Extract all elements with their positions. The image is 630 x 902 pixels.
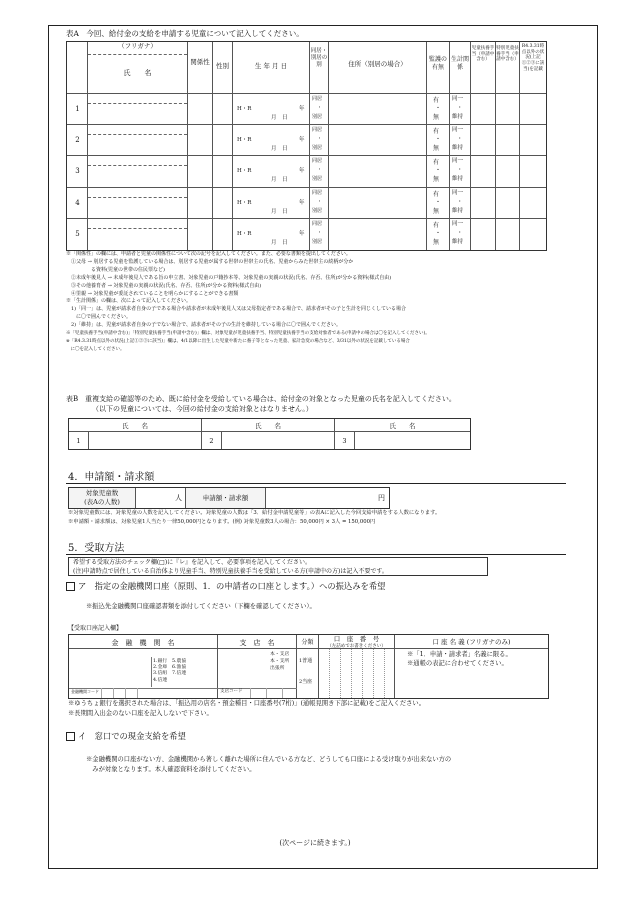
year-label: 年 bbox=[299, 199, 305, 206]
status-field[interactable] bbox=[520, 156, 546, 186]
tableB-name-header: 氏 名 bbox=[389, 422, 416, 430]
cohab-option: ・ bbox=[317, 136, 323, 143]
section5-heading: 5．受取方法 bbox=[68, 543, 125, 554]
tableA-title: 表A 今回、給付金の支給を申請する児童について記入してください。 bbox=[66, 29, 304, 38]
count-label: 対象児童数 bbox=[85, 489, 119, 497]
livelihood-field[interactable] bbox=[450, 156, 471, 186]
era-label: H・R bbox=[237, 137, 252, 144]
bank-name-field[interactable] bbox=[69, 649, 218, 698]
acctno-header: 口 座 番 号 bbox=[333, 635, 380, 643]
custody-option: 無 bbox=[433, 114, 440, 121]
livelihood-option: 維持 bbox=[452, 114, 464, 120]
cohab-option: ・ bbox=[317, 229, 323, 236]
tableB-num: 3 bbox=[335, 432, 355, 449]
option-b-note1: ※金融機関の口座がない方、金融機関から著しく離れた場所に住んでいる方など、どうしても口座による受け取りが出来ない方の bbox=[86, 756, 452, 763]
address-field[interactable] bbox=[329, 156, 427, 186]
tableB-num: 1 bbox=[69, 432, 89, 449]
unit-yen: 円 bbox=[378, 494, 385, 502]
era-label: H・R bbox=[237, 230, 252, 237]
note-line: ③その他養育者 → 対象児童の実親の状況(氏名、存否、住所)が分かる資料(様式自由) bbox=[66, 282, 262, 289]
bank-type[interactable]: 4.信連 bbox=[153, 677, 168, 683]
special-allowance-field[interactable] bbox=[496, 125, 520, 155]
birth-header: 生 年 月 日 bbox=[233, 42, 310, 93]
section4-note2: ※申請額・請求額は、対象児童1人当たり一律50,000円となります。(例) 対象児童数3人の場合：50,000円 × 3人 = 150,000円 bbox=[68, 519, 376, 525]
tableB-name-field[interactable] bbox=[355, 432, 470, 449]
row-number bbox=[67, 94, 88, 124]
page-footer: (次ページに続きます。) bbox=[279, 839, 351, 847]
cohab-option: ・ bbox=[317, 105, 323, 111]
account-holder-field[interactable] bbox=[395, 649, 548, 698]
bank-type-list bbox=[153, 659, 213, 684]
sex-field[interactable] bbox=[213, 156, 233, 186]
type-ordinary[interactable]: 1普通 bbox=[299, 658, 313, 664]
count-field[interactable] bbox=[136, 488, 186, 508]
bank-type[interactable]: 6.漁協 bbox=[171, 665, 187, 671]
tableB-name-field[interactable] bbox=[222, 432, 335, 449]
month-day-label: 月 日 bbox=[271, 208, 288, 215]
note-line: 1)「同一」は、児童が請求者自身の子である場合や請求者が未成年後見人又は父母指定者である場合で、請求者がその子と生計を同じくしている場合 bbox=[66, 306, 407, 313]
cohab-option: ・ bbox=[317, 198, 323, 205]
custody-option: ・ bbox=[435, 105, 442, 112]
livelihood-option: 同一 bbox=[452, 189, 464, 196]
special-allowance-field[interactable] bbox=[496, 219, 520, 250]
custody-option: 有 bbox=[433, 221, 440, 229]
branch-type[interactable]: 本・支店 bbox=[270, 652, 290, 657]
note-line: に〇で囲んでください。 bbox=[66, 314, 132, 321]
custody-field[interactable] bbox=[427, 188, 450, 218]
custody-option: ・ bbox=[435, 167, 442, 175]
address-field[interactable] bbox=[329, 94, 427, 124]
year-label: 年 bbox=[299, 230, 305, 237]
name-field[interactable] bbox=[88, 188, 188, 218]
note-line: ①父母 → 別居する児童を監護している場合は、別居する児童が属する世帯の世帯主の氏名、児童からみた世帯主の続柄が分か bbox=[66, 258, 354, 265]
livelihood-option: 維持 bbox=[452, 207, 464, 214]
custody-option: 無 bbox=[433, 145, 440, 153]
option-b-note2: みが対象となります。本人確認資料を添付してください。 bbox=[86, 766, 256, 773]
holder-note1: ※「1．申請・請求者」名義に限る。 bbox=[407, 651, 512, 658]
month-day-label: 月 日 bbox=[271, 239, 288, 246]
cohab-option: 別居 bbox=[312, 238, 323, 245]
unit-person: 人 bbox=[175, 494, 182, 502]
era-label: H・R bbox=[237, 199, 252, 206]
livelihood-option: 維持 bbox=[452, 238, 464, 245]
section5-rule bbox=[66, 554, 566, 555]
livelihood-option: ・ bbox=[457, 136, 463, 143]
instruction-2: (注)申請時点で居住している自治体より児童手当、特別児童扶養手当を受給している方(申請中の方)は記入不要です。 bbox=[73, 568, 388, 575]
livelihood-option: 同一 bbox=[452, 127, 464, 134]
cohab-option: 同居 bbox=[312, 220, 323, 227]
option-b bbox=[66, 731, 186, 741]
account-number-field[interactable] bbox=[319, 649, 395, 698]
address-header: 住所（別居の場合） bbox=[329, 42, 427, 93]
tableA-header bbox=[67, 42, 546, 94]
month-day-label: 月 日 bbox=[271, 146, 288, 153]
child-allowance-field[interactable] bbox=[471, 94, 496, 124]
cohab-option: ・ bbox=[317, 167, 323, 174]
col3-header: R4.3.31時点以外の状況(上記①②③に該当)を記載 bbox=[521, 44, 545, 72]
cohab-option: 同居 bbox=[312, 96, 323, 102]
account-title: 【受取口座記入欄】 bbox=[68, 625, 123, 632]
tableA bbox=[66, 41, 547, 251]
bank-type[interactable]: 3.信組 bbox=[153, 671, 168, 677]
sex-field[interactable] bbox=[213, 125, 233, 155]
address-field[interactable] bbox=[329, 188, 427, 218]
branch-type[interactable]: 本・支所 bbox=[270, 659, 290, 664]
long-unused-note: ※長期間入出金のない口座を記入しないで下さい。 bbox=[68, 710, 213, 717]
tableA-notes bbox=[66, 251, 546, 354]
tableB-title: 表B 重複支給の確認等のため、既に給付金を受給している場合は、給付金の対象となった児童の氏名を記入してください。 bbox=[66, 395, 456, 403]
tableA-row bbox=[67, 125, 546, 156]
cohab-option: 別居 bbox=[312, 207, 323, 214]
relation-field[interactable] bbox=[188, 94, 213, 124]
custody-field[interactable] bbox=[427, 125, 450, 155]
tableB-num: 2 bbox=[202, 432, 222, 449]
birthdate-field[interactable] bbox=[233, 188, 310, 218]
livelihood-option: 維持 bbox=[452, 145, 464, 152]
note-line: 2)「維持」は、児童が請求者自身の子でない場合で、請求者がその子の生計を維持している場合に〇で囲んでください。 bbox=[66, 322, 342, 329]
col1-header: 児童扶養手当（申請中含む） bbox=[471, 42, 496, 93]
custody-option: 有 bbox=[433, 159, 440, 167]
row-number bbox=[67, 219, 88, 250]
address-field[interactable] bbox=[329, 219, 427, 250]
month-day-label: 月 日 bbox=[271, 115, 288, 121]
name-header: 氏 名 bbox=[123, 69, 152, 77]
bank-type[interactable]: 5.農協 bbox=[171, 659, 187, 664]
status-field[interactable] bbox=[520, 219, 546, 250]
custody-option: 有 bbox=[433, 128, 440, 136]
cohab-option: 別居 bbox=[312, 176, 323, 183]
relation-field[interactable] bbox=[188, 156, 213, 186]
section5-instruction-box bbox=[68, 557, 488, 576]
furigana-header: （フリガナ） bbox=[88, 42, 187, 55]
cohab-header: 同居・別居の別 bbox=[310, 42, 329, 93]
instruction-1: 希望する受取方法のチェック欄(□)に『レ』を記入して、必要事項を記入してください。 bbox=[73, 559, 312, 566]
address-field[interactable] bbox=[329, 125, 427, 155]
livelihood-option: 同一 bbox=[452, 220, 464, 227]
year-label: 年 bbox=[299, 106, 305, 112]
section4-heading: 4．申請額・請求額 bbox=[68, 472, 155, 483]
livelihood-option: ・ bbox=[457, 198, 463, 205]
status-field[interactable] bbox=[520, 188, 546, 218]
note-line: ※「関係性」の欄には、申請者と児童の関係性について次の記号を記入してください。また、必要な書類を提出してください。 bbox=[66, 251, 351, 257]
bank-type[interactable]: 1.銀行 bbox=[153, 659, 168, 664]
row-number bbox=[67, 188, 88, 218]
note-line: ②未成年後見人 → 未成年後見人である旨の申立書、対象児童の戸籍抄本等、対象児童の実親の状況(氏名、存否、住所)が分かる資料(様式自由) bbox=[66, 274, 392, 281]
status-field[interactable] bbox=[520, 94, 546, 124]
custody-option: ・ bbox=[435, 198, 442, 206]
tableB-name-field[interactable] bbox=[89, 432, 202, 449]
sex-field[interactable] bbox=[213, 94, 233, 124]
cohab-option: 別居 bbox=[312, 114, 323, 120]
custody-option: 無 bbox=[433, 238, 440, 246]
option-a-checkbox[interactable] bbox=[66, 582, 75, 591]
livelihood-option: 維持 bbox=[452, 176, 464, 183]
relation-field[interactable] bbox=[188, 219, 213, 250]
custody-field[interactable] bbox=[427, 156, 450, 186]
special-allowance-field[interactable] bbox=[496, 188, 520, 218]
era-label: H・R bbox=[237, 106, 252, 112]
special-allowance-field[interactable] bbox=[496, 156, 520, 186]
livelihood-field[interactable] bbox=[450, 219, 471, 250]
month-day-label: 月 日 bbox=[271, 177, 288, 184]
option-a-note: ※振込先金融機関口座確認書類を添付してください（下欄を確認してください）。 bbox=[86, 603, 316, 610]
branch-name-field[interactable] bbox=[218, 649, 297, 698]
bank-code-label: 金融機関コード bbox=[71, 689, 99, 694]
livelihood-option: ・ bbox=[457, 105, 463, 111]
bank-type[interactable]: 7.信連 bbox=[171, 671, 187, 677]
tableB bbox=[68, 418, 471, 450]
child-allowance-field[interactable] bbox=[471, 125, 496, 155]
relation-header: 関係性 bbox=[188, 42, 213, 93]
tableB-subtitle: （以下の児童については、今回の給付金の支給対象とはなりません。） bbox=[92, 405, 313, 413]
branch-type-list bbox=[270, 651, 289, 672]
custody-option: ・ bbox=[435, 136, 442, 144]
cohab-field[interactable] bbox=[310, 188, 329, 218]
cohab-field[interactable] bbox=[310, 125, 329, 155]
note-line: に〇を記入してください。 bbox=[66, 346, 125, 352]
tableA-row bbox=[67, 94, 546, 125]
option-a bbox=[66, 581, 385, 591]
branch-header: 支 店 名 bbox=[218, 635, 297, 648]
livelihood-field[interactable] bbox=[450, 188, 471, 218]
birthdate-field[interactable] bbox=[233, 219, 310, 250]
section4-rule bbox=[66, 483, 566, 484]
note-line: ※「児童扶養手当(申請中含む)」「特別児童扶養手当(申請中含む)」欄は、対象児童が児童扶養手当、特別児童扶養手当の支給対象者である(申請中の場合は〇を記入してください)。 bbox=[66, 331, 430, 337]
custody-option: 有 bbox=[433, 190, 440, 198]
note-line: ※「生計関係」の欄は、次によって記入してください。 bbox=[66, 298, 192, 305]
cohab-option: 同居 bbox=[312, 158, 323, 165]
custody-option: 無 bbox=[433, 176, 440, 184]
branch-type[interactable]: 出張所 bbox=[270, 666, 285, 671]
livelihood-field[interactable] bbox=[450, 125, 471, 155]
sex-field[interactable] bbox=[213, 219, 233, 250]
custody-option: ・ bbox=[435, 229, 442, 237]
name-field[interactable] bbox=[88, 125, 188, 155]
option-b-label: イ 窓口での現金支給を希望 bbox=[78, 731, 186, 741]
option-b-checkbox[interactable] bbox=[66, 732, 75, 741]
custody-header: 監護の有無 bbox=[427, 42, 450, 93]
note-line: ※「R4.3.31時点以外の状況(上記①②③に該当)」欄は、4/1以降に出生した児童や新たに養子等となった児童、家計急変の場合など、3/31以外の状況を記載している場合 bbox=[66, 338, 410, 344]
acctno-subheader: （左詰めでお書きください） bbox=[327, 644, 386, 649]
bank-type[interactable]: 2.金庫 bbox=[153, 665, 168, 671]
tableA-row bbox=[67, 188, 546, 219]
tableB-name-header: 氏 名 bbox=[69, 419, 202, 431]
count-label-sub: (表Aの人数) bbox=[84, 498, 120, 506]
livelihood-option: ・ bbox=[457, 167, 463, 174]
name-field[interactable] bbox=[88, 94, 188, 124]
relation-field[interactable] bbox=[188, 125, 213, 155]
livelihood-option: ・ bbox=[457, 229, 463, 236]
tableB-name-header: 氏 名 bbox=[202, 419, 335, 431]
year-label: 年 bbox=[299, 137, 305, 144]
child-allowance-field[interactable] bbox=[471, 156, 496, 186]
special-allowance-field[interactable] bbox=[496, 94, 520, 124]
type-header: 分類 bbox=[297, 635, 319, 648]
row-number bbox=[67, 156, 88, 186]
note-line: ④里親 → 対象児童が委託されていることを明らかにすることができる書類 bbox=[66, 290, 239, 297]
livelihood-option: 同一 bbox=[452, 158, 464, 165]
account-table bbox=[68, 634, 549, 699]
type-current[interactable]: 2当座 bbox=[299, 679, 313, 685]
cohab-field[interactable] bbox=[310, 219, 329, 250]
name-field[interactable] bbox=[88, 156, 188, 186]
cohab-option: 同居 bbox=[312, 189, 323, 196]
relation-field[interactable] bbox=[188, 188, 213, 218]
child-allowance-field[interactable] bbox=[471, 188, 496, 218]
cohab-option: 同居 bbox=[312, 127, 323, 134]
row-number-label: 5 bbox=[75, 229, 80, 238]
holder-note2: ※通帳の表記に合わせてください。 bbox=[407, 660, 508, 667]
sex-header: 性別 bbox=[213, 42, 233, 93]
custody-option: 無 bbox=[433, 207, 440, 215]
row-number-label: 1 bbox=[75, 105, 80, 113]
account-type-field[interactable] bbox=[297, 649, 319, 698]
name-field[interactable] bbox=[88, 219, 188, 250]
amount-label: 申請額・請求額 bbox=[186, 488, 266, 508]
amount-table bbox=[68, 487, 390, 509]
child-allowance-field[interactable] bbox=[471, 219, 496, 250]
row-number bbox=[67, 125, 88, 155]
birthdate-field[interactable] bbox=[233, 94, 310, 124]
livelihood-option: 同一 bbox=[452, 96, 464, 102]
birthdate-field[interactable] bbox=[233, 125, 310, 155]
sex-field[interactable] bbox=[213, 188, 233, 218]
amount-field[interactable] bbox=[266, 488, 389, 508]
holder-header: 口 座 名 義 (フリガナのみ) bbox=[432, 638, 511, 646]
col2-header: 特別児童扶養手当（申請中含む） bbox=[496, 42, 520, 93]
cohab-option: 別居 bbox=[312, 145, 323, 152]
row-number-label: 2 bbox=[75, 136, 80, 145]
row-number-label: 4 bbox=[75, 198, 80, 207]
livelihood-field[interactable] bbox=[450, 94, 471, 124]
bank-header: 金 融 機 関 名 bbox=[69, 635, 218, 648]
status-field[interactable] bbox=[520, 125, 546, 155]
custody-field[interactable] bbox=[427, 94, 450, 124]
section4-note1: ※対象児童数には、対象児童の人数を記入してください。対象児童の人数は「3．給付金申請児童等」の表Aに記入した今回支給申請をする人数になります。 bbox=[68, 510, 441, 516]
row-number-label: 3 bbox=[75, 167, 80, 176]
note-line: る資料(児童の世帯の住民票など) bbox=[66, 266, 165, 273]
birthdate-field[interactable] bbox=[233, 156, 310, 186]
livelihood-header: 生計関係 bbox=[450, 42, 471, 93]
custody-field[interactable] bbox=[427, 219, 450, 250]
yucho-note: ※ゆうちょ銀行を選択された場合は、「振込用の店名・預金種目・口座番号(7桁)」(通帳見開き下部に記載)をご記入ください。 bbox=[68, 700, 426, 707]
branch-code-label: 支店コード bbox=[220, 689, 243, 694]
option-a-label: ア 指定の金融機関口座（原則、1．の申請者の口座とします。）への振込みを希望 bbox=[78, 581, 386, 591]
tableA-row bbox=[67, 156, 546, 187]
tableA-row bbox=[67, 219, 546, 250]
cohab-field[interactable] bbox=[310, 94, 329, 124]
custody-option: 有 bbox=[433, 97, 440, 104]
era-label: H・R bbox=[237, 168, 252, 175]
cohab-field[interactable] bbox=[310, 156, 329, 186]
year-label: 年 bbox=[299, 168, 305, 175]
